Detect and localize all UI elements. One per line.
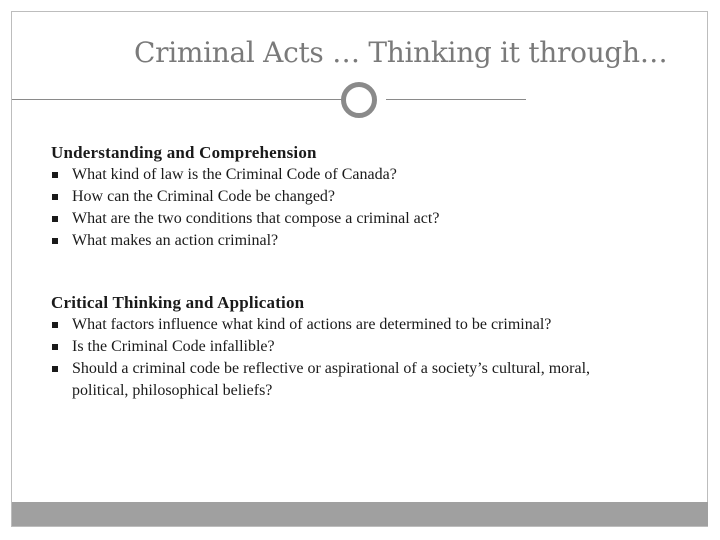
slide-body [51, 142, 591, 402]
square-bullet-icon [52, 366, 58, 372]
section-critical-thinking [51, 292, 591, 402]
section-heading: Understanding and Comprehension [51, 143, 317, 162]
section-heading: Critical Thinking and Application [51, 293, 305, 312]
list-item [51, 164, 591, 186]
divider-circle-ornament [341, 82, 377, 118]
list-item-text: Should a criminal code be reflective or aspirational of a society’s cultural, moral, political, philosophical beliefs? [72, 360, 591, 399]
footer-bar [12, 502, 708, 526]
title-divider-left [12, 99, 342, 100]
list-item-text: What factors influence what kind of actions are determined to be criminal? [72, 316, 552, 333]
list-item [51, 314, 591, 336]
square-bullet-icon [52, 172, 58, 178]
list-item [51, 186, 591, 208]
list-item-text: What are the two conditions that compose a criminal act? [72, 210, 440, 227]
square-bullet-icon [52, 322, 58, 328]
square-bullet-icon [52, 216, 58, 222]
square-bullet-icon [52, 194, 58, 200]
list-item [51, 230, 591, 252]
list-item [51, 336, 591, 358]
bullet-list [51, 164, 591, 252]
list-item-text: What kind of law is the Criminal Code of Canada? [72, 166, 397, 183]
title-divider-right [386, 99, 526, 100]
slide-title: Criminal Acts … Thinking it through… [134, 36, 668, 69]
bullet-list [51, 314, 591, 402]
list-item [51, 358, 591, 402]
square-bullet-icon [52, 344, 58, 350]
square-bullet-icon [52, 238, 58, 244]
list-item [51, 208, 591, 230]
list-item-text: Is the Criminal Code infallible? [72, 338, 275, 355]
list-item-text: How can the Criminal Code be changed? [72, 188, 336, 205]
section-understanding [51, 142, 591, 252]
list-item-text: What makes an action criminal? [72, 232, 279, 249]
